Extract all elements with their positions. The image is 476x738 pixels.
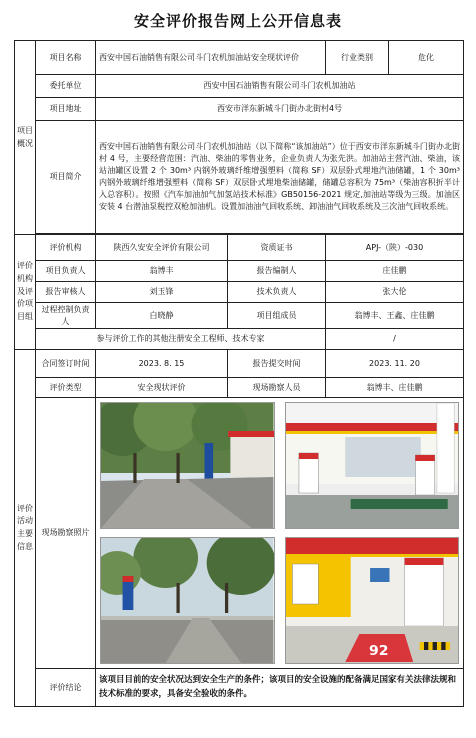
members-value: 翁博丰、王鑫、庄佳鹏 bbox=[326, 303, 464, 329]
leader-label: 项目负责人 bbox=[36, 261, 96, 282]
intro-label: 项目简介 bbox=[36, 121, 96, 234]
conclusion-label: 评价结论 bbox=[36, 669, 96, 707]
submit-date-value: 2023. 11. 20 bbox=[326, 350, 464, 378]
client-label: 委托单位 bbox=[36, 75, 96, 98]
reviewer-label: 报告审核人 bbox=[36, 282, 96, 303]
site-photo-canopy bbox=[285, 402, 460, 529]
reviewer-value: 刘玉锋 bbox=[96, 282, 228, 303]
site-photo-roadside bbox=[100, 537, 275, 664]
cert-value: APJ-（陕）-030 bbox=[326, 235, 464, 261]
type-label: 评价类型 bbox=[36, 378, 96, 398]
contract-date-label: 合同签订时间 bbox=[36, 350, 96, 378]
type-value: 安全现状评价 bbox=[96, 378, 228, 398]
info-table bbox=[14, 40, 464, 707]
address-value: 西安市洋东新城斗门街办北街村4号 bbox=[96, 98, 464, 121]
industry-label: 行业类别 bbox=[326, 41, 389, 75]
agency-value: 陕西久安安全评价有限公司 bbox=[96, 235, 228, 261]
project-name-label: 项目名称 bbox=[36, 41, 96, 75]
submit-date-label: 报告提交时间 bbox=[228, 350, 326, 378]
survey-label: 现场勘察人员 bbox=[228, 378, 326, 398]
client-value: 西安中国石油销售有限公司斗门农机加油站 bbox=[96, 75, 464, 98]
photos-cell bbox=[96, 398, 464, 669]
section-org: 评价机构及评价项目组 bbox=[15, 235, 36, 350]
address-label: 项目地址 bbox=[36, 98, 96, 121]
conclusion-value: 该项目目前的安全状况达到安全生产的条件；该项目的安全设施的配备满足国家有关法律法规和技术标准的要求，具备安全验收的条件。 bbox=[96, 669, 464, 707]
pump-number-label: 92 bbox=[368, 643, 388, 660]
photos-label: 现场勘察照片 bbox=[36, 398, 96, 669]
project-name: 西安中国石油销售有限公司斗门农机加油站安全现状评价 bbox=[96, 41, 326, 75]
writer-value: 庄佳鹏 bbox=[326, 261, 464, 282]
tech-label: 技术负责人 bbox=[228, 282, 326, 303]
engineers-value: / bbox=[326, 329, 464, 350]
writer-label: 报告编制人 bbox=[228, 261, 326, 282]
site-photo-street bbox=[100, 402, 275, 529]
survey-value: 翁博丰、庄佳鹏 bbox=[326, 378, 464, 398]
project-intro: 西安中国石油销售有限公司斗门农机加油站（以下简称“该加油站”）位于西安市洋东新城斗门街办北街村 4 号，主要经营范围：汽油、柴油的零售业务，企业负责人为张先洪。加油站主营汽油、柴油，该站油罐区设置 2 个 30m³ 内钢外玻璃纤维增强塑料（简称 SF）双层卧式埋地汽油储罐，1 个 30m³ 内钢外玻璃纤维增强塑料（简称 SF）双层卧式埋地柴油储罐，储罐总容积为 75m³（柴油容积折半计入总容积）。按照《汽车加油加气加氢站技术标准》GB50156-2021 规定,加油站等级为三级。加油区安装 4 台潜油泵税控双枪加油机。设置加油油气回收系统、卸油油气回收系统及三次油气回收系统。 bbox=[96, 121, 464, 234]
photo-grid bbox=[98, 400, 461, 666]
section-overview: 项目概况 bbox=[15, 41, 36, 235]
site-photo-pump bbox=[285, 537, 460, 664]
members-label: 项目组成员 bbox=[228, 303, 326, 329]
industry-value: 危化 bbox=[389, 41, 464, 75]
process-label: 过程控制负责人 bbox=[36, 303, 96, 329]
engineers-label: 参与评价工作的其他注册安全工程师、技术专家 bbox=[36, 329, 326, 350]
process-value: 白晓静 bbox=[96, 303, 228, 329]
tech-value: 张大伦 bbox=[326, 282, 464, 303]
agency-label: 评价机构 bbox=[36, 235, 96, 261]
cert-label: 资质证书 bbox=[228, 235, 326, 261]
contract-date-value: 2023. 8. 15 bbox=[96, 350, 228, 378]
document-title: 安全评价报告网上公开信息表 bbox=[133, 12, 342, 30]
leader-value: 翁博丰 bbox=[96, 261, 228, 282]
section-activity: 评价活动主要信息 bbox=[15, 350, 36, 707]
